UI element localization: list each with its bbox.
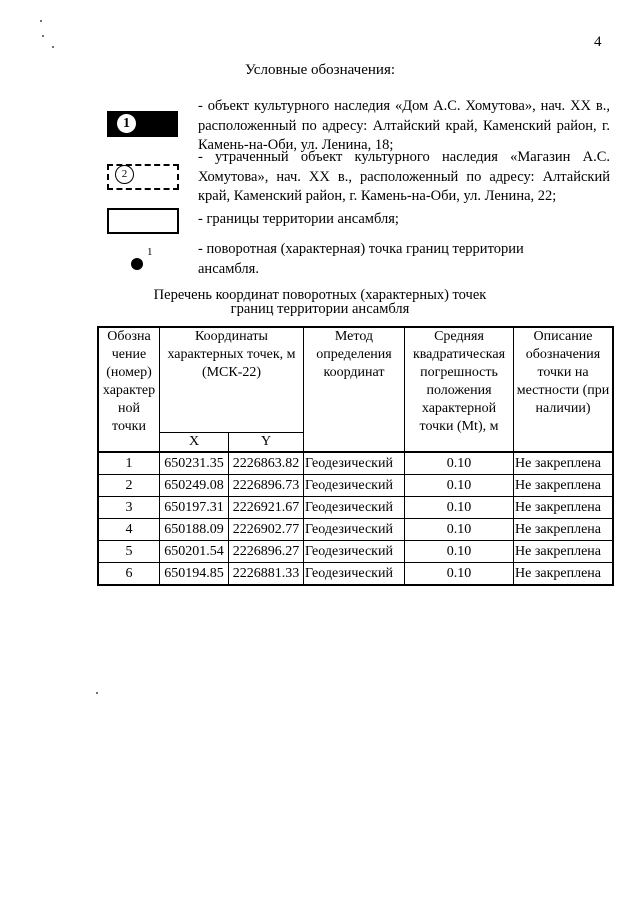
page-number: 4 — [594, 34, 602, 50]
coord-y: 2226902.77 — [229, 519, 304, 541]
mt-error: 0.10 — [405, 563, 514, 586]
description: Не закреплена — [514, 497, 614, 519]
legend-item-boundary: - границы территории ансамбля; — [198, 211, 399, 227]
point-number: 1 — [98, 452, 160, 475]
point-number: 5 — [98, 541, 160, 563]
turning-point-symbol — [131, 258, 143, 270]
table-row — [98, 452, 613, 475]
method: Геодезический — [304, 541, 405, 563]
scan-speck — [40, 20, 42, 22]
method: Геодезический — [304, 563, 405, 586]
table-row — [98, 541, 613, 563]
legend-item-heritage-object: - объект культурного наследия «Дом А.С. Хомутова», нач. XX в., расположенный по адресу: Алтайский край, Каменский район, г. Камень-на-Оби, ул. Ленина, 18; — [198, 98, 610, 153]
point-number: 6 — [98, 563, 160, 586]
method: Геодезический — [304, 475, 405, 497]
header-y: Y — [229, 433, 304, 453]
coord-y: 2226921.67 — [229, 497, 304, 519]
symbol-number: 1 — [117, 114, 136, 133]
lost-heritage-object-symbol — [107, 164, 179, 190]
header-x: X — [160, 433, 229, 453]
scan-speck — [96, 692, 98, 694]
point-number: 2 — [98, 475, 160, 497]
symbol-number: 2 — [115, 165, 134, 184]
cultural-heritage-object-symbol — [107, 111, 178, 137]
point-number: 4 — [98, 519, 160, 541]
coord-x: 650197.31 — [160, 497, 229, 519]
title-line-1: Перечень координат поворотных (характерных) точек — [153, 287, 487, 303]
mt-error: 0.10 — [405, 541, 514, 563]
coord-x: 650194.85 — [160, 563, 229, 586]
legend-item-turning-point: - поворотная (характерная) точка границ территории ансамбля. — [198, 241, 524, 277]
coord-y: 2226881.33 — [229, 563, 304, 586]
coord-x: 650201.54 — [160, 541, 229, 563]
coordinates-table — [97, 326, 614, 586]
legend-item-lost-object: - утраченный объект культурного наследия «Магазин А.С. Хомутова», нач. XX в., расположенный по адресу: Алтайский край, Каменский район, г. Камень-на-Оби, ул. Ленина, 22; — [198, 149, 610, 204]
territory-boundary-symbol — [107, 208, 179, 234]
description: Не закреплена — [514, 475, 614, 497]
scan-speck — [42, 35, 44, 37]
description: Не закреплена — [514, 541, 614, 563]
method: Геодезический — [304, 519, 405, 541]
table-row — [98, 475, 613, 497]
coord-y: 2226896.27 — [229, 541, 304, 563]
coordinates-list-title — [0, 288, 640, 316]
header-designation: Обозна чение (номер) характер ной точки — [98, 327, 160, 452]
title-line-2: границ территории ансамбля — [230, 301, 410, 317]
point-number: 3 — [98, 497, 160, 519]
table-row — [98, 519, 613, 541]
description: Не закреплена — [514, 519, 614, 541]
header-coordinates: Координаты характерных точек, м (МСК-22) — [160, 327, 304, 433]
legend-title: Условные обозначения: — [244, 62, 396, 78]
coord-x: 650188.09 — [160, 519, 229, 541]
description: Не закреплена — [514, 452, 614, 475]
table-row — [98, 563, 613, 586]
scan-speck — [52, 46, 54, 48]
coord-x: 650249.08 — [160, 475, 229, 497]
method: Геодезический — [304, 497, 405, 519]
header-method: Метод определения координат — [304, 327, 405, 452]
mt-error: 0.10 — [405, 497, 514, 519]
description: Не закреплена — [514, 563, 614, 586]
header-description: Описание обозначения точки на местности (при наличии) — [514, 327, 614, 452]
coord-y: 2226863.82 — [229, 452, 304, 475]
mt-error: 0.10 — [405, 519, 514, 541]
coord-y: 2226896.73 — [229, 475, 304, 497]
header-error: Средняя квадратическая погрешность положения характерной точки (Mt), м — [405, 327, 514, 452]
mt-error: 0.10 — [405, 475, 514, 497]
coord-x: 650231.35 — [160, 452, 229, 475]
table-row — [98, 497, 613, 519]
turning-point-symbol-number: 1 — [147, 246, 153, 258]
method: Геодезический — [304, 452, 405, 475]
mt-error: 0.10 — [405, 452, 514, 475]
